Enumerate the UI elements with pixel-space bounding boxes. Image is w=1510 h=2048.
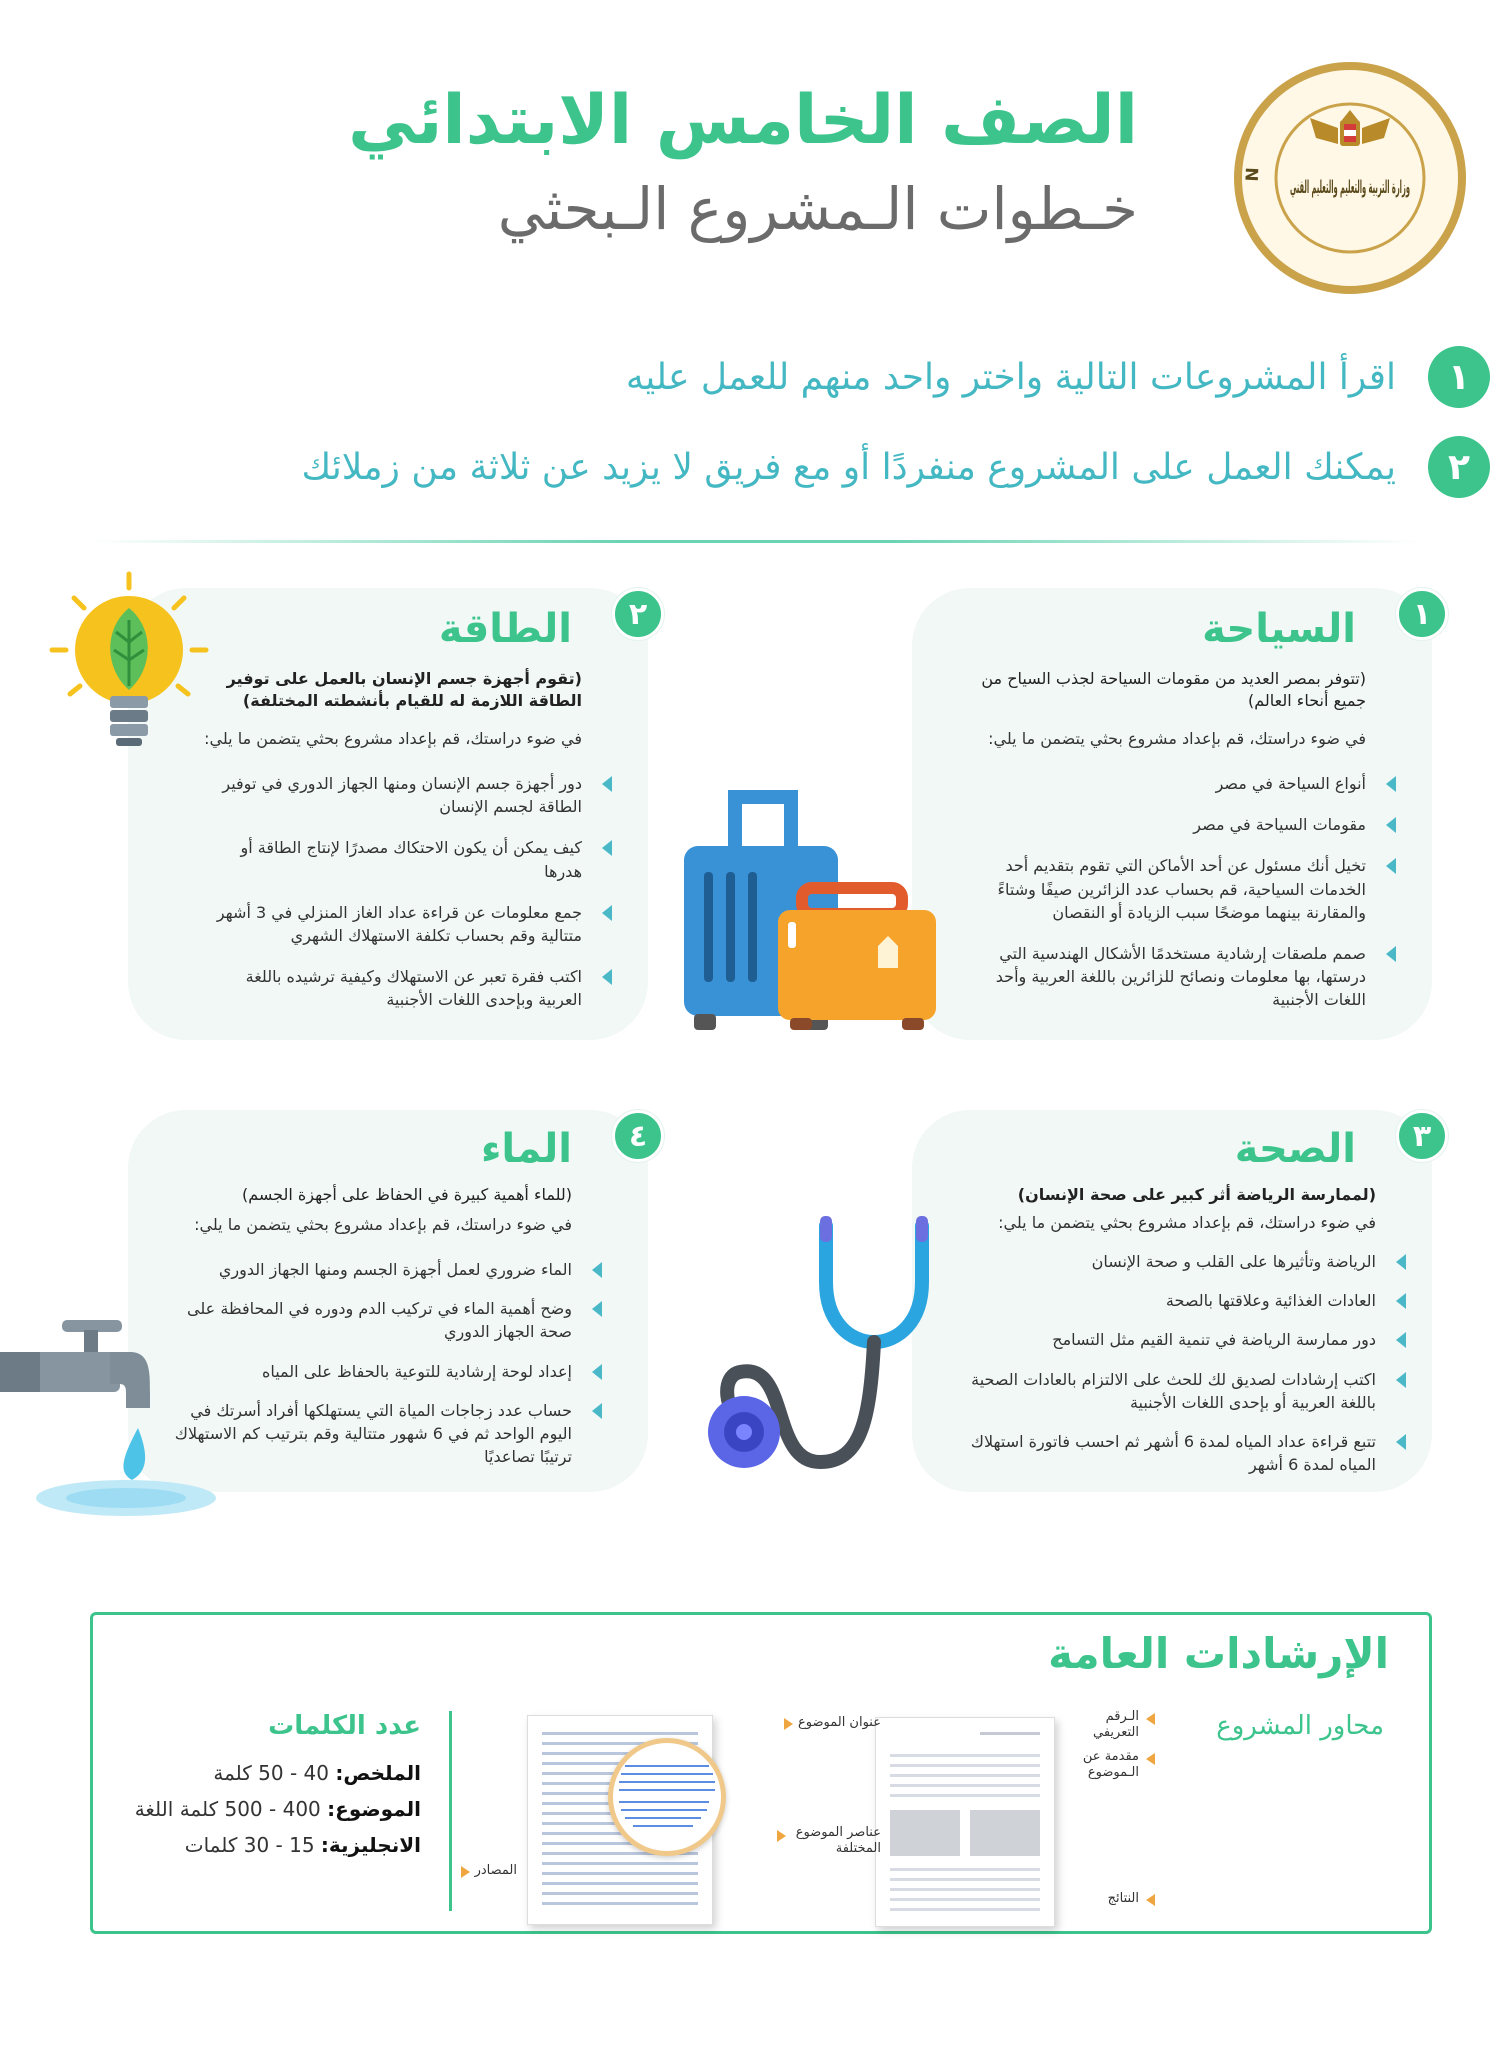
guidelines-divider — [449, 1711, 452, 1911]
document-sources-preview — [527, 1715, 713, 1925]
word-count-english: الانجليزية: 15 - 30 كلمات — [184, 1833, 421, 1857]
project-card-tourism — [912, 588, 1432, 1040]
list-item: مقومات السياحة في مصر — [956, 813, 1366, 836]
card-lead: في ضوء دراستك، قم بإعداد مشروع بحثي يتضمن ما يلي: — [988, 729, 1366, 748]
project-card-health — [912, 1110, 1432, 1492]
luggage-icon — [680, 786, 940, 1036]
label-arrow-icon — [1146, 1713, 1155, 1725]
bullet-arrow-icon — [1386, 858, 1396, 874]
card-items — [202, 772, 582, 1030]
card-number: ١ — [1396, 588, 1448, 640]
card-items — [956, 772, 1366, 1030]
bullet-arrow-icon — [1396, 1332, 1406, 1348]
label-arrow-icon — [777, 1830, 786, 1842]
list-item: أنواع السياحة في مصر — [956, 772, 1366, 795]
lightbulb-leaf-icon — [44, 568, 214, 758]
step-number: ١ — [1428, 346, 1490, 408]
stethoscope-icon — [700, 1212, 970, 1474]
bullet-arrow-icon — [1386, 946, 1396, 962]
card-title: الصحة — [1234, 1126, 1356, 1172]
card-number: ٣ — [1396, 1110, 1448, 1162]
bullet-arrow-icon — [602, 969, 612, 985]
bullet-arrow-icon — [592, 1403, 602, 1419]
bullet-arrow-icon — [602, 776, 612, 792]
card-title: السياحة — [1202, 606, 1356, 652]
project-axes-title: محاور المشروع — [1216, 1711, 1384, 1741]
logo-arabic-text: وزارة التربية والتعليم والتعليم الفني — [1290, 177, 1410, 198]
card-items — [162, 1258, 572, 1484]
doc-label-intro: مقدمة عن الـموضوع — [1077, 1749, 1139, 1782]
label-arrow-icon — [461, 1866, 470, 1878]
list-item: الماء ضروري لعمل أجهزة الجسم ومنها الجهاز الدوري — [162, 1258, 572, 1281]
list-item: جمع معلومات عن قراءة عداد الغاز المنزلي في 3 أشهر متتالية وقم بحساب تكلفة الاستهلاك الشهري — [202, 901, 582, 947]
word-count-summary: الملخص: 40 - 50 كلمة — [213, 1761, 421, 1785]
word-count-topic: الموضوع: 400 - 500 كلمة اللغة — [134, 1797, 421, 1821]
ministry-logo — [1230, 58, 1470, 298]
doc-label-serial: الـرقم التعريفي — [1083, 1709, 1139, 1742]
bullet-arrow-icon — [1396, 1434, 1406, 1450]
list-item: حساب عدد زجاجات المياة التي يستهلكها أفراد أسرتك في اليوم الواحد ثم في 6 شهور متتالية وقم بترتيب كم الاستهلاك ترتيبًا تصاعديًا — [162, 1399, 572, 1469]
bullet-arrow-icon — [1396, 1293, 1406, 1309]
card-intro: (لممارسة الرياضة أثر كبير على صحة الإنسان) — [1017, 1185, 1376, 1204]
step-text: يمكنك العمل على المشروع منفردًا أو مع فريق لا يزيد عن ثلاثة من زملائك — [301, 446, 1396, 488]
word-count-title: عدد الكلمات — [268, 1711, 421, 1741]
step-number: ٢ — [1428, 436, 1490, 498]
doc-label-results: النتائج — [1108, 1891, 1139, 1907]
doc-label-topic-title: عنوان الموضوع — [798, 1715, 881, 1731]
list-item: كيف يمكن أن يكون الاحتكاك مصدرًا لإنتاج الطاقة أو هدرها — [202, 836, 582, 882]
card-intro: (للماء أهمية كبيرة في الحفاظ على أجهزة الجسم) — [242, 1185, 572, 1204]
bullet-arrow-icon — [1386, 776, 1396, 792]
bullet-arrow-icon — [602, 840, 612, 856]
list-item: وضح أهمية الماء في تركيب الدم ودوره في المحافظة على صحة الجهاز الدوري — [162, 1297, 572, 1343]
card-title: الطاقة — [438, 606, 572, 652]
bullet-arrow-icon — [602, 905, 612, 921]
instruction-step-2 — [70, 432, 1490, 502]
document-outline-preview — [875, 1717, 1055, 1927]
header-divider — [90, 540, 1420, 543]
magnifier-icon — [608, 1738, 726, 1856]
guidelines-title: الإرشادات العامة — [1048, 1629, 1389, 1678]
doc-label-sources: المصادر — [475, 1863, 517, 1879]
card-number: ٤ — [612, 1110, 664, 1162]
instruction-step-1 — [70, 342, 1490, 412]
water-faucet-icon — [0, 1312, 220, 1522]
list-item: تتبع قراءة عداد المياه لمدة 6 أشهر ثم احسب فاتورة استهلاك المياه لمدة 6 أشهر — [956, 1430, 1376, 1476]
page-title: الصف الخامس الابتدائي — [348, 81, 1138, 160]
card-intro: (تقوم أجهزة جسم الإنسان بالعمل على توفير الطاقة اللازمة له للقيام بأنشطته المختلفة) — [226, 669, 582, 711]
card-items — [956, 1250, 1376, 1492]
list-item: اكتب إرشادات لصديق لك للحث على الالتزام بالعادات الصحية باللغة العربية أو بإحدى اللغات الأجنبية — [956, 1368, 1376, 1414]
card-lead: في ضوء دراستك، قم بإعداد مشروع بحثي يتضمن ما يلي: — [998, 1213, 1376, 1232]
list-item: اكتب فقرة تعبر عن الاستهلاك وكيفية ترشيده باللغة العربية وبإحدى اللغات الأجنبية — [202, 965, 582, 1011]
label-arrow-icon — [1146, 1753, 1155, 1765]
label-arrow-icon — [784, 1718, 793, 1730]
logo-english-text: N — [1242, 165, 1264, 182]
bullet-arrow-icon — [1396, 1254, 1406, 1270]
card-intro: (تتوفر بمصر العديد من مقومات السياحة لجذب السياح من جميع أنحاء العالم) — [981, 669, 1366, 711]
list-item: دور أجهزة جسم الإنسان ومنها الجهاز الدوري في توفير الطاقة لجسم الإنسان — [202, 772, 582, 818]
card-lead: في ضوء دراستك، قم بإعداد مشروع بحثي يتضمن ما يلي: — [204, 729, 582, 748]
page-subtitle: خـطوات الـمشروع الـبحثي — [497, 175, 1138, 243]
bullet-arrow-icon — [1386, 817, 1396, 833]
bullet-arrow-icon — [592, 1301, 602, 1317]
doc-label-elements: عناصر الموضوع المختلفة — [791, 1825, 881, 1858]
list-item: إعداد لوحة إرشادية للتوعية بالحفاظ على المياه — [162, 1360, 572, 1383]
bullet-arrow-icon — [1396, 1372, 1406, 1388]
general-guidelines-panel — [90, 1612, 1432, 1934]
step-text: اقرأ المشروعات التالية واختر واحد منهم للعمل عليه — [625, 356, 1396, 398]
card-title: الماء — [480, 1126, 572, 1172]
list-item: العادات الغذائية وعلاقتها بالصحة — [956, 1289, 1376, 1312]
card-number: ٢ — [612, 588, 664, 640]
list-item: الرياضة وتأثيرها على القلب و صحة الإنسان — [956, 1250, 1376, 1273]
bullet-arrow-icon — [592, 1262, 602, 1278]
list-item: دور ممارسة الرياضة في تنمية القيم مثل التسامح — [956, 1328, 1376, 1351]
bullet-arrow-icon — [592, 1364, 602, 1380]
list-item: صمم ملصقات إرشادية مستخدمًا الأشكال الهندسية التي درستها، بها معلومات ونصائح للزائرين باللغة العربية وأحد اللغات الأجنبية — [956, 942, 1366, 1012]
card-lead: في ضوء دراستك، قم بإعداد مشروع بحثي يتضمن ما يلي: — [194, 1215, 572, 1234]
list-item: تخيل أنك مسئول عن أحد الأماكن التي تقوم بتقديم أحد الخدمات السياحية، قم بحساب عدد الزائرين صيفًا وشتاءً والمقارنة بينهما موضحًا سبب الزيادة أو النقصان — [956, 854, 1366, 924]
label-arrow-icon — [1146, 1894, 1155, 1906]
